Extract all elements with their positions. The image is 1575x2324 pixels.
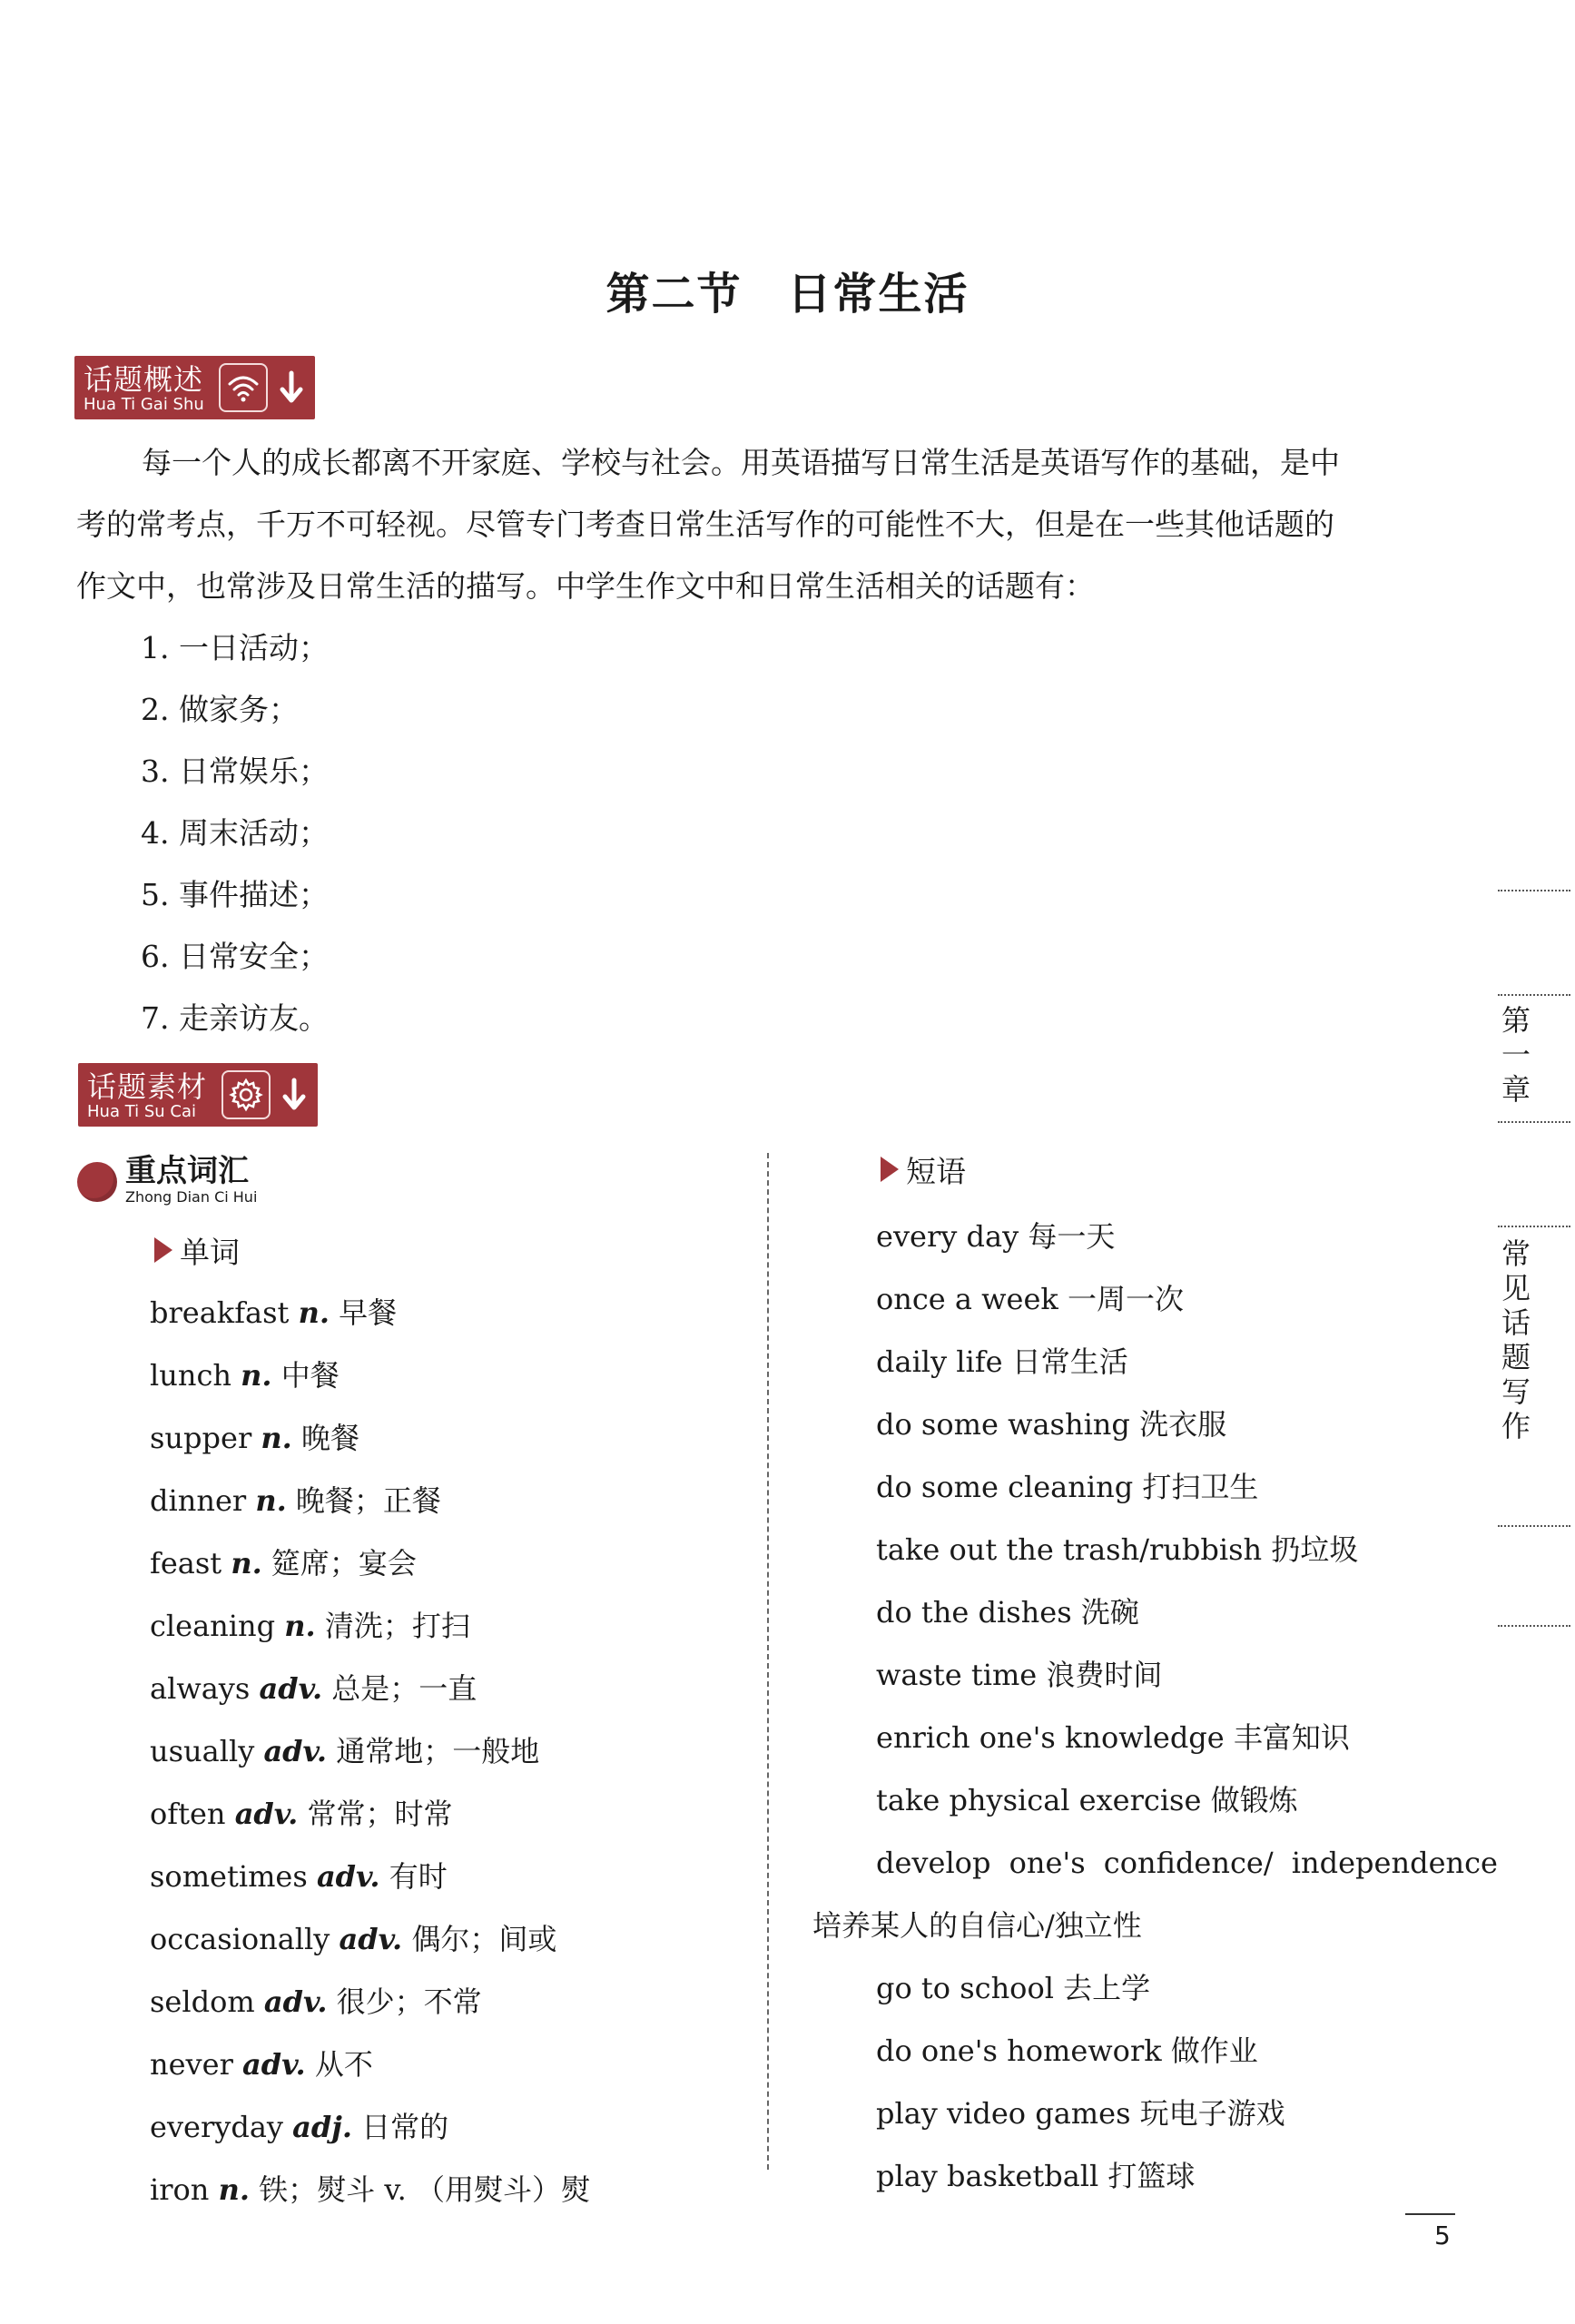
words-list (150, 1282, 590, 2221)
tab-divider (1498, 890, 1570, 891)
column-divider (767, 1153, 769, 2170)
side-tab-chapter: 第一章 (1501, 1003, 1531, 1107)
list-item: 7. 走亲访友。 (141, 1000, 329, 1036)
banner-topic-overview (74, 356, 315, 419)
list-item: waste time 浪费时间 (876, 1658, 1163, 1692)
word-english: cleaning (150, 1609, 276, 1643)
list-item (150, 1720, 590, 1783)
word-part-of-speech: n. (298, 1295, 330, 1330)
list-item (150, 1846, 590, 1908)
word-chinese: 总是；一直 (331, 1671, 477, 1706)
list-item (150, 1470, 590, 1532)
list-item: go to school 去上学 (876, 1971, 1151, 2005)
title-section-name: 日常生活 (787, 269, 970, 320)
list-item: 培养某人的自信心/独立性 (812, 1908, 1142, 1943)
list-item: take out the trash/rubbish 扔垃圾 (876, 1532, 1359, 1567)
list-item (150, 2034, 590, 2096)
list-item: enrich one's knowledge 丰富知识 (876, 1720, 1350, 1755)
list-item (150, 2096, 590, 2159)
topic-list (141, 617, 329, 1049)
list-item: do one's homework 做作业 (876, 2034, 1258, 2068)
list-item: 6. 日常安全； (141, 939, 329, 974)
banner-topic-overview-label: 话题概述 (84, 362, 204, 397)
list-item: 1. 一日活动； (141, 630, 329, 665)
word-english: always (150, 1671, 251, 1706)
list-item: play video games 玩电子游戏 (876, 2096, 1285, 2131)
word-english: everyday (150, 2110, 283, 2144)
list-item (150, 1595, 590, 1658)
word-english: dinner (150, 1483, 247, 1518)
list-item: take physical exercise 做锻炼 (876, 1783, 1298, 1817)
intro-paragraph (76, 432, 1452, 617)
word-part-of-speech: adv. (259, 1671, 323, 1706)
phrases-subheading (881, 1147, 966, 1192)
word-part-of-speech: adv. (234, 1797, 299, 1831)
word-part-of-speech: adv. (263, 1984, 328, 2019)
word-chinese: 清洗；打扫 (324, 1609, 470, 1643)
word-part-of-speech: n. (231, 1546, 262, 1581)
word-chinese: 通常地；一般地 (336, 1734, 540, 1768)
banner-topic-material-pinyin: Hua Ti Su Cai (87, 1102, 197, 1121)
list-item (150, 1344, 590, 1407)
list-item (150, 1658, 590, 1720)
word-english: breakfast (150, 1295, 290, 1330)
word-chinese: 早餐 (339, 1295, 398, 1330)
tab-divider (1498, 1625, 1570, 1627)
word-chinese: 从不 (314, 2047, 373, 2082)
list-item (150, 1532, 590, 1595)
words-subheading-label: 单词 (180, 1234, 240, 1270)
list-item (150, 1407, 590, 1470)
intro-line: 每一个人的成长都离不开家庭、学校与社会。用英语描写日常生活是英语写作的基础，是中 (142, 445, 1340, 480)
arrow-down-icon (276, 1063, 312, 1127)
word-part-of-speech: adv. (242, 2047, 306, 2082)
section-bullet (77, 1162, 117, 1202)
word-english: iron (150, 2172, 210, 2207)
word-chinese: 日常的 (361, 2110, 449, 2144)
triangle-icon (881, 1157, 899, 1182)
word-part-of-speech: n. (261, 1421, 292, 1455)
list-item: every day 每一天 (876, 1219, 1116, 1254)
list-item: do the dishes 洗碗 (876, 1595, 1139, 1630)
word-chinese: 晚餐；正餐 (295, 1483, 441, 1518)
section-pinyin: Zhong Dian Ci Hui (125, 1188, 258, 1206)
tab-divider (1498, 994, 1570, 996)
phrases-list (812, 1206, 1498, 2208)
word-english: usually (150, 1734, 255, 1768)
banner-topic-overview-pinyin: Hua Ti Gai Shu (84, 395, 204, 414)
word-chinese: 晚餐 (300, 1421, 359, 1455)
word-part-of-speech: n. (218, 2172, 250, 2207)
word-chinese: 有时 (389, 1859, 448, 1894)
word-english: feast (150, 1546, 222, 1581)
intro-line: 作文中，也常涉及日常生活的描写。中学生作文中和日常生活相关的话题有： (76, 568, 1095, 604)
word-chinese: 筵席；宴会 (271, 1546, 417, 1581)
list-item: do some cleaning 打扫卫生 (876, 1470, 1259, 1504)
tab-divider (1498, 1121, 1570, 1123)
banner-topic-material (78, 1063, 318, 1127)
intro-line: 考的常考点，千万不可轻视。尽管专门考查日常生活写作的可能性不大，但是在一些其他话题的 (76, 507, 1334, 542)
word-part-of-speech: adj. (292, 2110, 352, 2144)
list-item (150, 1783, 590, 1846)
word-chinese: 偶尔；间或 (411, 1922, 557, 1956)
list-item: once a week 一周一次 (876, 1282, 1184, 1316)
tab-divider (1498, 1525, 1570, 1527)
word-part-of-speech: adv. (339, 1922, 403, 1956)
list-item: do some washing 洗衣服 (876, 1407, 1227, 1442)
page-number: 5 (1434, 2221, 1451, 2250)
triangle-icon (154, 1237, 172, 1263)
tab-divider (1498, 1226, 1570, 1227)
arrow-down-icon (273, 356, 310, 419)
word-part-of-speech: n. (241, 1358, 272, 1393)
banner-topic-material-label: 话题素材 (87, 1069, 208, 1104)
word-chinese: 中餐 (281, 1358, 340, 1393)
word-chinese: 铁；熨斗 v. （用熨斗）熨 (259, 2172, 590, 2207)
word-part-of-speech: n. (255, 1483, 287, 1518)
section-title: 重点词汇 (125, 1153, 249, 1189)
word-english: never (150, 2047, 233, 2082)
word-english: occasionally (150, 1922, 330, 1956)
words-subheading (154, 1227, 240, 1273)
word-part-of-speech: n. (284, 1609, 316, 1643)
phrases-subheading-label: 短语 (906, 1153, 966, 1189)
list-item (150, 1971, 590, 2034)
list-item (150, 1282, 590, 1344)
section-heading (125, 1153, 257, 1206)
word-english: lunch (150, 1358, 231, 1393)
gear-icon (221, 1070, 271, 1119)
list-item: 2. 做家务； (141, 692, 299, 727)
page-title (0, 259, 1575, 321)
wifi-icon (219, 363, 268, 412)
list-item (150, 2159, 590, 2221)
page-number-rule (1405, 2213, 1455, 2215)
list-item: 3. 日常娱乐； (141, 753, 329, 789)
list-item: develop one's confidence/ independence (876, 1846, 1498, 1880)
list-item: daily life 日常生活 (876, 1344, 1128, 1379)
word-english: sometimes (150, 1859, 308, 1894)
list-item: 5. 事件描述； (141, 877, 329, 912)
list-item: 4. 周末活动； (141, 815, 329, 851)
word-chinese: 常常；时常 (307, 1797, 453, 1831)
word-part-of-speech: adv. (316, 1859, 380, 1894)
list-item (150, 1908, 590, 1971)
word-english: often (150, 1797, 226, 1831)
word-english: supper (150, 1421, 252, 1455)
word-english: seldom (150, 1984, 255, 2019)
title-section-number: 第二节 (605, 269, 743, 320)
word-chinese: 很少；不常 (336, 1984, 482, 2019)
side-tab-topic: 常见话题写作 (1501, 1236, 1531, 1443)
list-item: play basketball 打篮球 (876, 2159, 1196, 2193)
word-part-of-speech: adv. (263, 1734, 328, 1768)
